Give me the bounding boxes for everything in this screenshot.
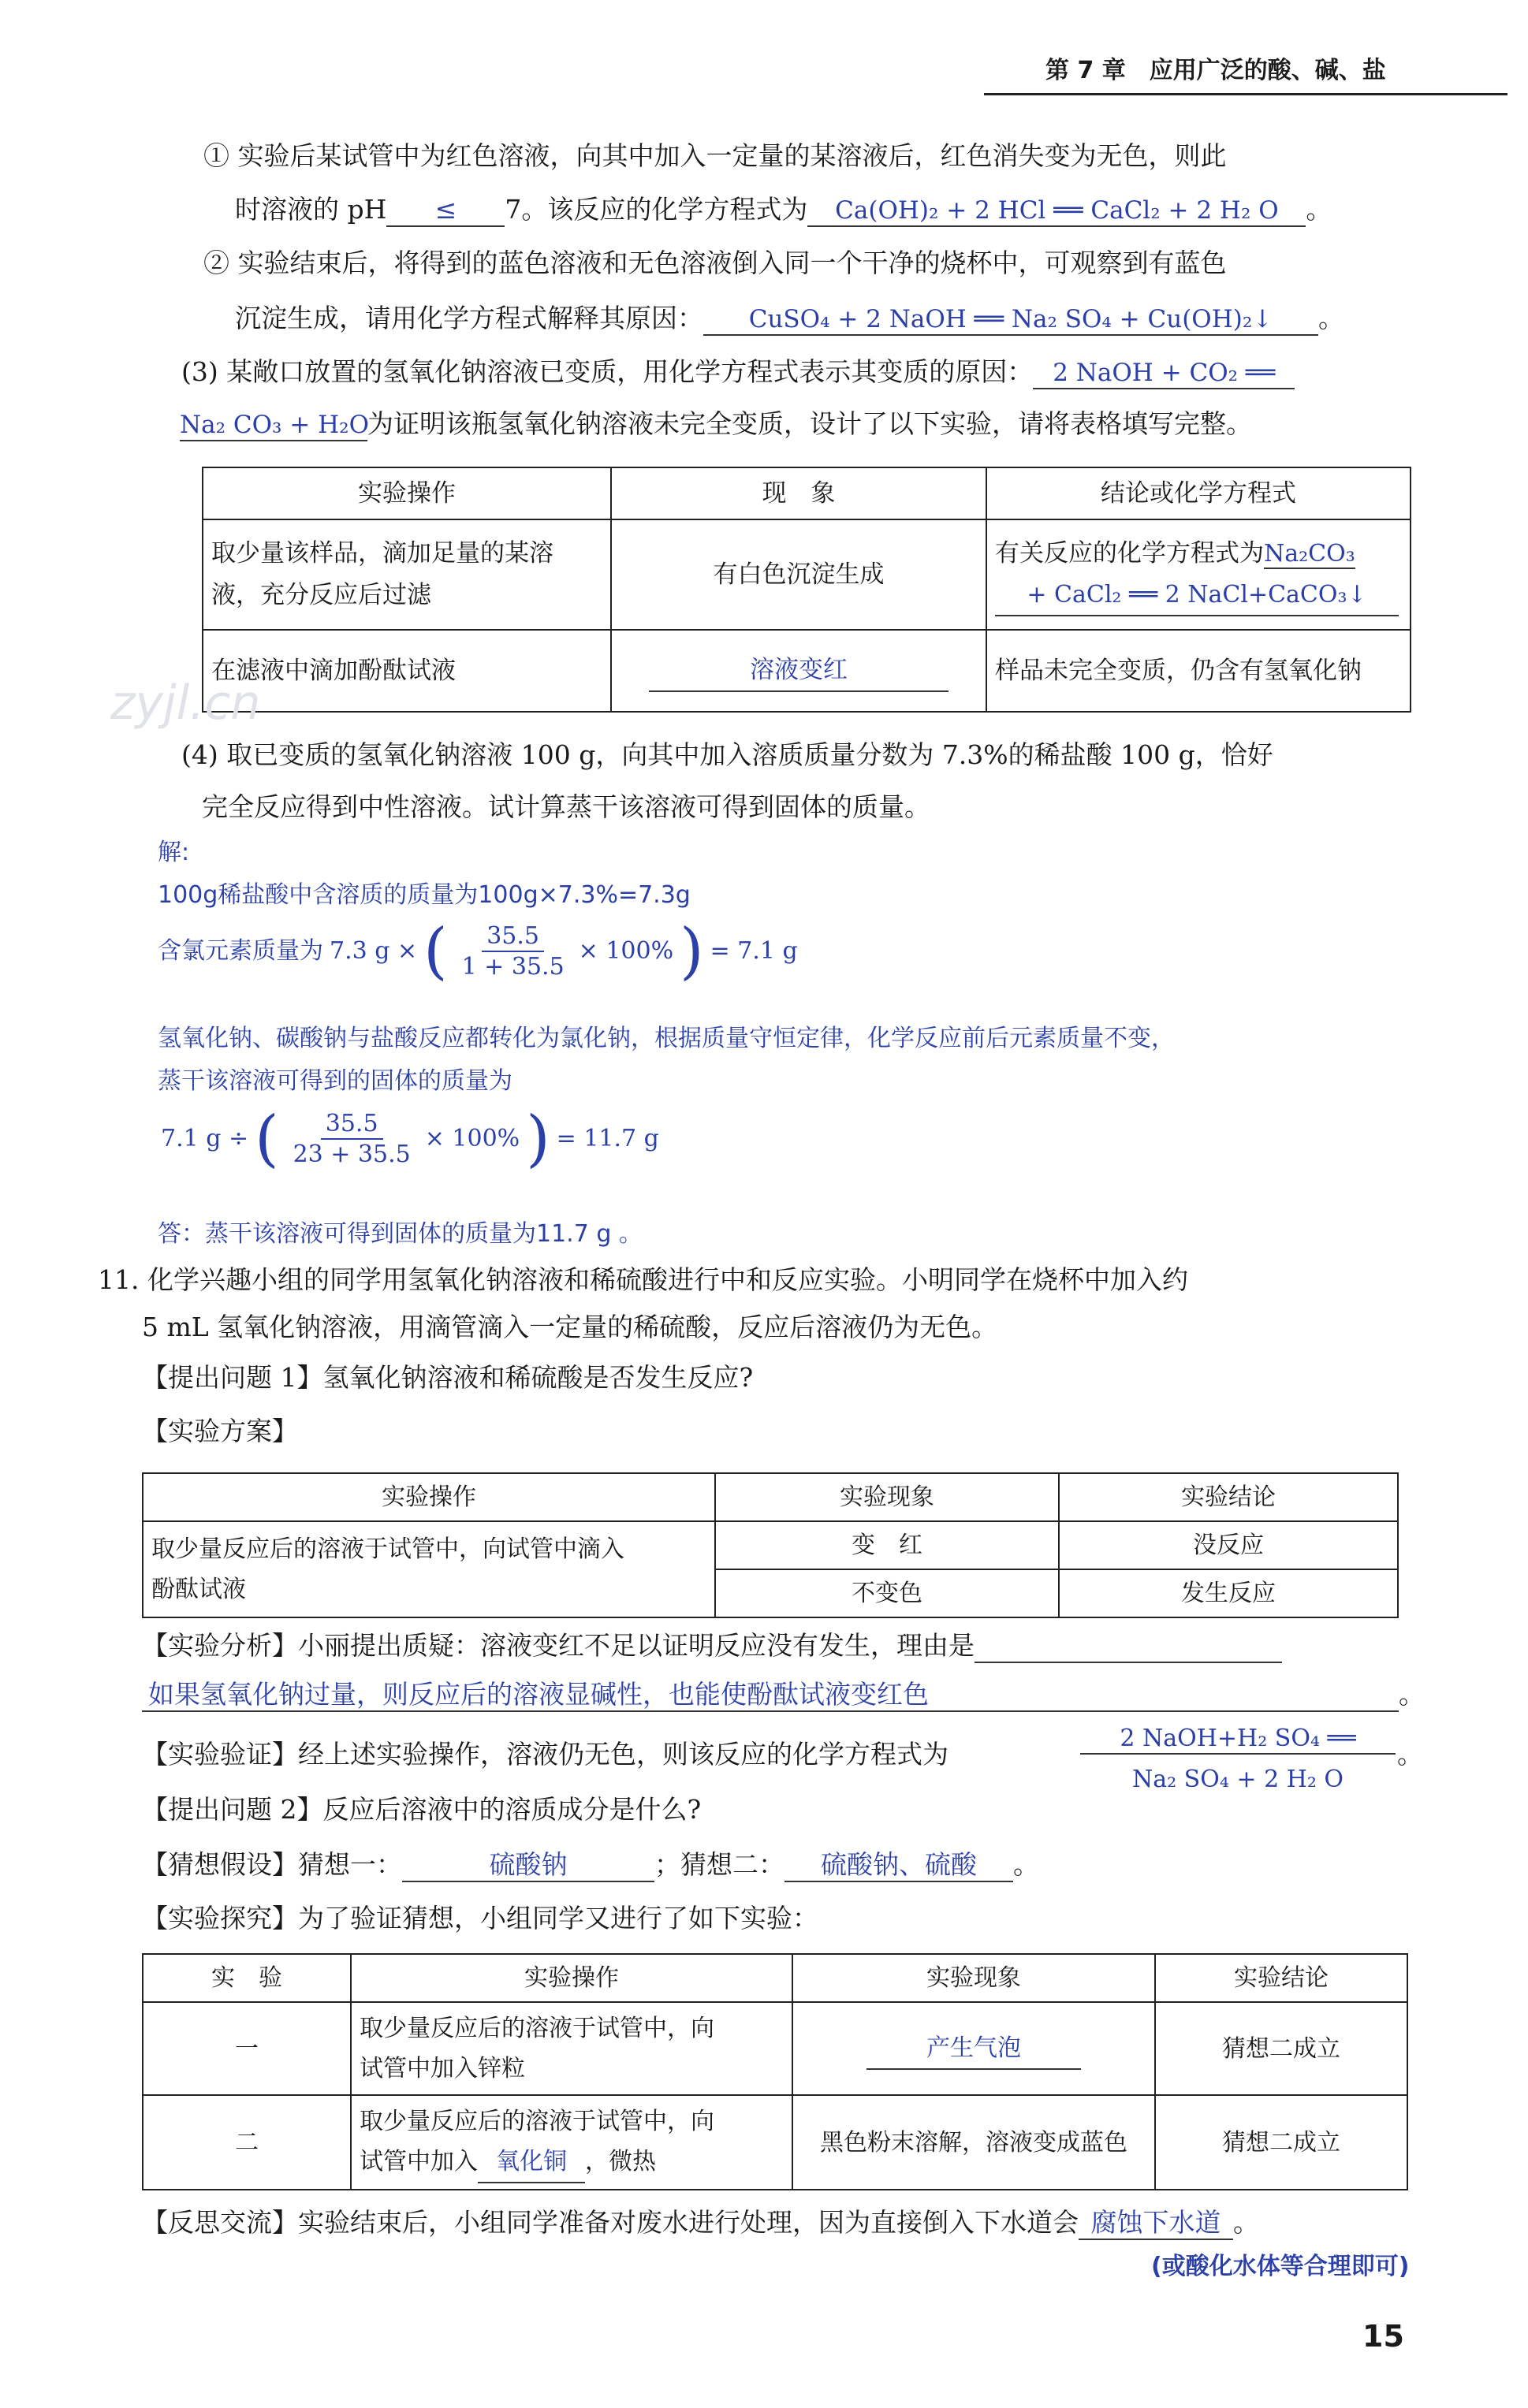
analysis-text: 【实验分析】小丽提出质疑：溶液变红不足以证明反应没有发生，理由是 (142, 1630, 975, 1661)
q10-p1-line2 (235, 194, 1332, 227)
t2-r2-op (351, 2095, 792, 2190)
t2-r2-op-post: ，微热 (585, 2148, 656, 2175)
solution-line5-a: 7.1 g ÷ (161, 1125, 249, 1152)
q10-r1-eq1: Na₂CO₃ (1264, 539, 1355, 568)
q11-analysis (142, 1630, 1282, 1663)
q11-explore: 【实验探究】为了验证猜想，小组同学又进行了如下实验： (142, 1903, 818, 1933)
t2-r1-phen: 产生气泡 (866, 2028, 1081, 2070)
q11-plan-table (142, 1472, 1399, 1618)
t2-r2-op-answer: 氧化铜 (478, 2142, 585, 2183)
fraction-2-den: 23 + 35.5 (293, 1141, 411, 1168)
t1-th-op: 实验操作 (143, 1473, 715, 1521)
solution-line5 (161, 1096, 659, 1182)
solution-line2-result: = 7.1 g (710, 937, 798, 965)
q11-reflect (142, 2207, 1259, 2240)
t1-th-concl: 实验结论 (1059, 1473, 1398, 1521)
solution-line5-result: = 11.7 g (556, 1125, 659, 1152)
q11-question1: 【提出问题 1】氢氧化钠溶液和稀硫酸是否发生反应? (142, 1362, 754, 1393)
t1-phen1: 变 红 (715, 1521, 1059, 1569)
hyp1-answer: 硫酸钠 (402, 1849, 654, 1882)
ph-answer: ≤ (386, 194, 505, 227)
t2-r1-op-line2: 试管中加入锌粒 (360, 2055, 525, 2082)
equation-answer-1: Ca(OH)₂ + 2 HCl ══ CaCl₂ + 2 H₂ O (807, 196, 1306, 227)
q10-p2-text: 沉淀生成，请用化学方程式解释其原因： (235, 303, 703, 333)
solution-line2 (158, 908, 798, 995)
q10-th-phen: 现 象 (611, 467, 986, 519)
t2-th-concl: 实验结论 (1155, 1954, 1407, 2002)
t2-th-no: 实 验 (143, 1954, 351, 2002)
q10-p1-text: 时溶液的 pH (235, 194, 387, 225)
t2-r1-op-line1: 取少量反应后的溶液于试管中，向 (360, 2015, 714, 2042)
t2-r2-concl: 猜想二成立 (1155, 2095, 1407, 2190)
q10-r1-eq2: + CaCl₂ ══ 2 NaCl+CaCO₃↓ (995, 575, 1399, 616)
period: 。 (1306, 194, 1332, 225)
t2-r2-phen: 黑色粉末溶解，溶液变成蓝色 (792, 2095, 1155, 2190)
t2-r2-no: 二 (143, 2095, 351, 2190)
solution-line2-a: 7.3 g × (330, 937, 418, 965)
analysis-answer: 如果氢氧化钠过量，则反应后的溶液显碱性，也能使酚酞试液变红色 (142, 1679, 1399, 1712)
hyp-text: 【猜想假设】猜想一： (142, 1849, 402, 1880)
solution-line4: 蒸干该溶液可得到的固体的质量为 (158, 1067, 512, 1095)
q10-r2-concl: 样品未完全变质，仍含有氢氧化钠 (986, 630, 1411, 712)
q11-analysis-answer-line (142, 1679, 1425, 1712)
t2-r1-op (351, 2002, 792, 2095)
q10-p1-text2: 7。该反应的化学方程式为 (505, 194, 808, 225)
left-paren: ( (423, 916, 448, 987)
q10-p2-line1: ② 实验结束后，将得到的蓝色溶液和无色溶液倒入同一个干净的烧杯中，可观察到有蓝色 (203, 247, 1227, 278)
header-rule (984, 93, 1508, 95)
solution-answer: 答：蒸干该溶液可得到固体的质量为11.7 g 。 (158, 1220, 643, 1248)
period: 。 (1399, 1679, 1425, 1710)
verify-eq-line1: 2 NaOH+H₂ SO₄ ══ (1080, 1725, 1396, 1755)
page-number: 15 (1362, 2319, 1404, 2354)
q10-r1-op-line1: 取少量该样品，滴加足量的某溶 (211, 539, 553, 568)
q11-plan: 【实验方案】 (142, 1416, 298, 1446)
q10-r1-concl (986, 519, 1411, 630)
q10-p2-line2 (235, 303, 1344, 336)
t1-op-line1: 取少量反应后的溶液于试管中，向试管中滴入 (151, 1535, 624, 1563)
q10-p3-line2 (180, 408, 1252, 441)
q10-r2-phen: 溶液变红 (649, 649, 948, 693)
q10-p4-line2: 完全反应得到中性溶液。试计算蒸干该溶液可得到固体的质量。 (202, 791, 930, 822)
q10-p3-line1 (181, 356, 1295, 389)
t2-r1-phen-cell (792, 2002, 1155, 2095)
fraction-1-den: 1 + 35.5 (461, 953, 565, 981)
q10-p4-line1: (4) 取已变质的氢氧化钠溶液 100 g，向其中加入溶质质量分数为 7.3%的稀盐酸 100 g，恰好 (181, 739, 1273, 770)
q10-table (202, 467, 1411, 713)
solution-line1: 100g稀盐酸中含溶质的质量为100g×7.3%=7.3g (158, 881, 691, 909)
q10-p3-text: (3) 某敞口放置的氢氧化钠溶液已变质，用化学方程式表示其变质的原因： (181, 356, 1034, 387)
right-paren: ) (680, 916, 704, 987)
period: 。 (1397, 1739, 1423, 1770)
q11-question2: 【提出问题 2】反应后溶液中的溶质成分是什么? (142, 1794, 702, 1825)
q10-r1-op (203, 519, 611, 630)
reflect-text: 【反思交流】实验结束后，小组同学准备对废水进行处理，因为直接倒入下水道会 (142, 2207, 1079, 2238)
solution-line2-text: 含氯元素质量为 (158, 937, 323, 965)
fraction-1 (457, 921, 569, 982)
reflect-note: (或酸化水体等合理即可) (1151, 2253, 1410, 2280)
t1-concl1: 没反应 (1059, 1521, 1398, 1569)
t2-r1-concl: 猜想二成立 (1155, 2002, 1407, 2095)
q11-hypothesis (142, 1849, 1039, 1882)
fraction-2-num: 35.5 (321, 1109, 383, 1141)
reflect-answer: 腐蚀下水道 (1079, 2207, 1233, 2240)
q10-r2-op: 在滤液中滴加酚酞试液 (203, 630, 611, 712)
q10-r1-op-line2: 液，充分反应后过滤 (211, 581, 431, 609)
period: 。 (1013, 1849, 1039, 1880)
period: 。 (1318, 303, 1344, 333)
analysis-blank (975, 1630, 1282, 1663)
q10-th-op: 实验操作 (203, 467, 611, 519)
solution-line2-b: × 100% (578, 937, 674, 965)
q11-explore-table (142, 1953, 1408, 2190)
hyp2-answer: 硫酸钠、硫酸 (784, 1849, 1013, 1882)
period: 。 (1233, 2207, 1259, 2238)
watermark: zyjl.cn (110, 676, 261, 731)
q10-r2-phen-cell (611, 630, 986, 712)
t1-th-phen: 实验现象 (715, 1473, 1059, 1521)
q11-line1: 11. 化学兴趣小组的同学用氢氧化钠溶液和稀硫酸进行中和反应实验。小明同学在烧杯中加入约 (98, 1264, 1188, 1295)
equation-answer-3a: 2 NaOH + CO₂ ══ (1033, 359, 1295, 389)
hyp-mid: ；猜想二： (654, 1849, 784, 1880)
t1-concl2: 发生反应 (1059, 1569, 1398, 1617)
solution-line5-b: × 100% (424, 1125, 520, 1152)
q10-p1-line1: ① 实验后某试管中为红色溶液，向其中加入一定量的某溶液后，红色消失变为无色，则此 (203, 140, 1227, 171)
t1-op-line2: 酚酞试液 (151, 1576, 246, 1603)
t2-th-phen: 实验现象 (792, 1954, 1155, 2002)
solution-label: 解: (158, 839, 190, 866)
fraction-1-num: 35.5 (482, 921, 544, 953)
fraction-2 (289, 1109, 416, 1170)
t1-phen2: 不变色 (715, 1569, 1059, 1617)
t1-op (143, 1521, 715, 1617)
q10-p3-text2: 为证明该瓶氢氧化钠溶液未完全变质，设计了以下实验，请将表格填写完整。 (367, 408, 1252, 439)
q10-r1-concl-text: 有关反应的化学方程式为 (995, 538, 1264, 568)
t2-r2-op-text: 试管中加入 (360, 2148, 478, 2175)
t2-th-op: 实验操作 (351, 1954, 792, 2002)
verify-text: 【实验验证】经上述实验操作，溶液仍无色，则该反应的化学方程式为 (142, 1739, 948, 1770)
t2-r1-no: 一 (143, 2002, 351, 2095)
left-paren: ( (255, 1104, 279, 1174)
chapter-title: 第 7 章 应用广泛的酸、碱、盐 (1045, 57, 1386, 84)
q11-verify (142, 1739, 948, 1770)
t2-r2-op-line1: 取少量反应后的溶液于试管中，向 (360, 2108, 714, 2135)
equation-answer-3b: Na₂ CO₃ + H₂O (180, 411, 367, 441)
verify-eq-line2: Na₂ SO₄ + 2 H₂ O (1131, 1766, 1344, 1793)
q10-th-concl: 结论或化学方程式 (986, 467, 1411, 519)
solution-line3: 氢氧化钠、碳酸钠与盐酸反应都转化为氯化钠，根据质量守恒定律，化学反应前后元素质量不变， (158, 1025, 1175, 1052)
equation-answer-2: CuSO₄ + 2 NaOH ══ Na₂ SO₄ + Cu(OH)₂↓ (703, 305, 1318, 336)
right-paren: ) (526, 1104, 550, 1174)
q10-r1-phen: 有白色沉淀生成 (611, 519, 986, 630)
q11-line2: 5 mL 氢氧化钠溶液，用滴管滴入一定量的稀硫酸，反应后溶液仍为无色。 (142, 1312, 998, 1342)
